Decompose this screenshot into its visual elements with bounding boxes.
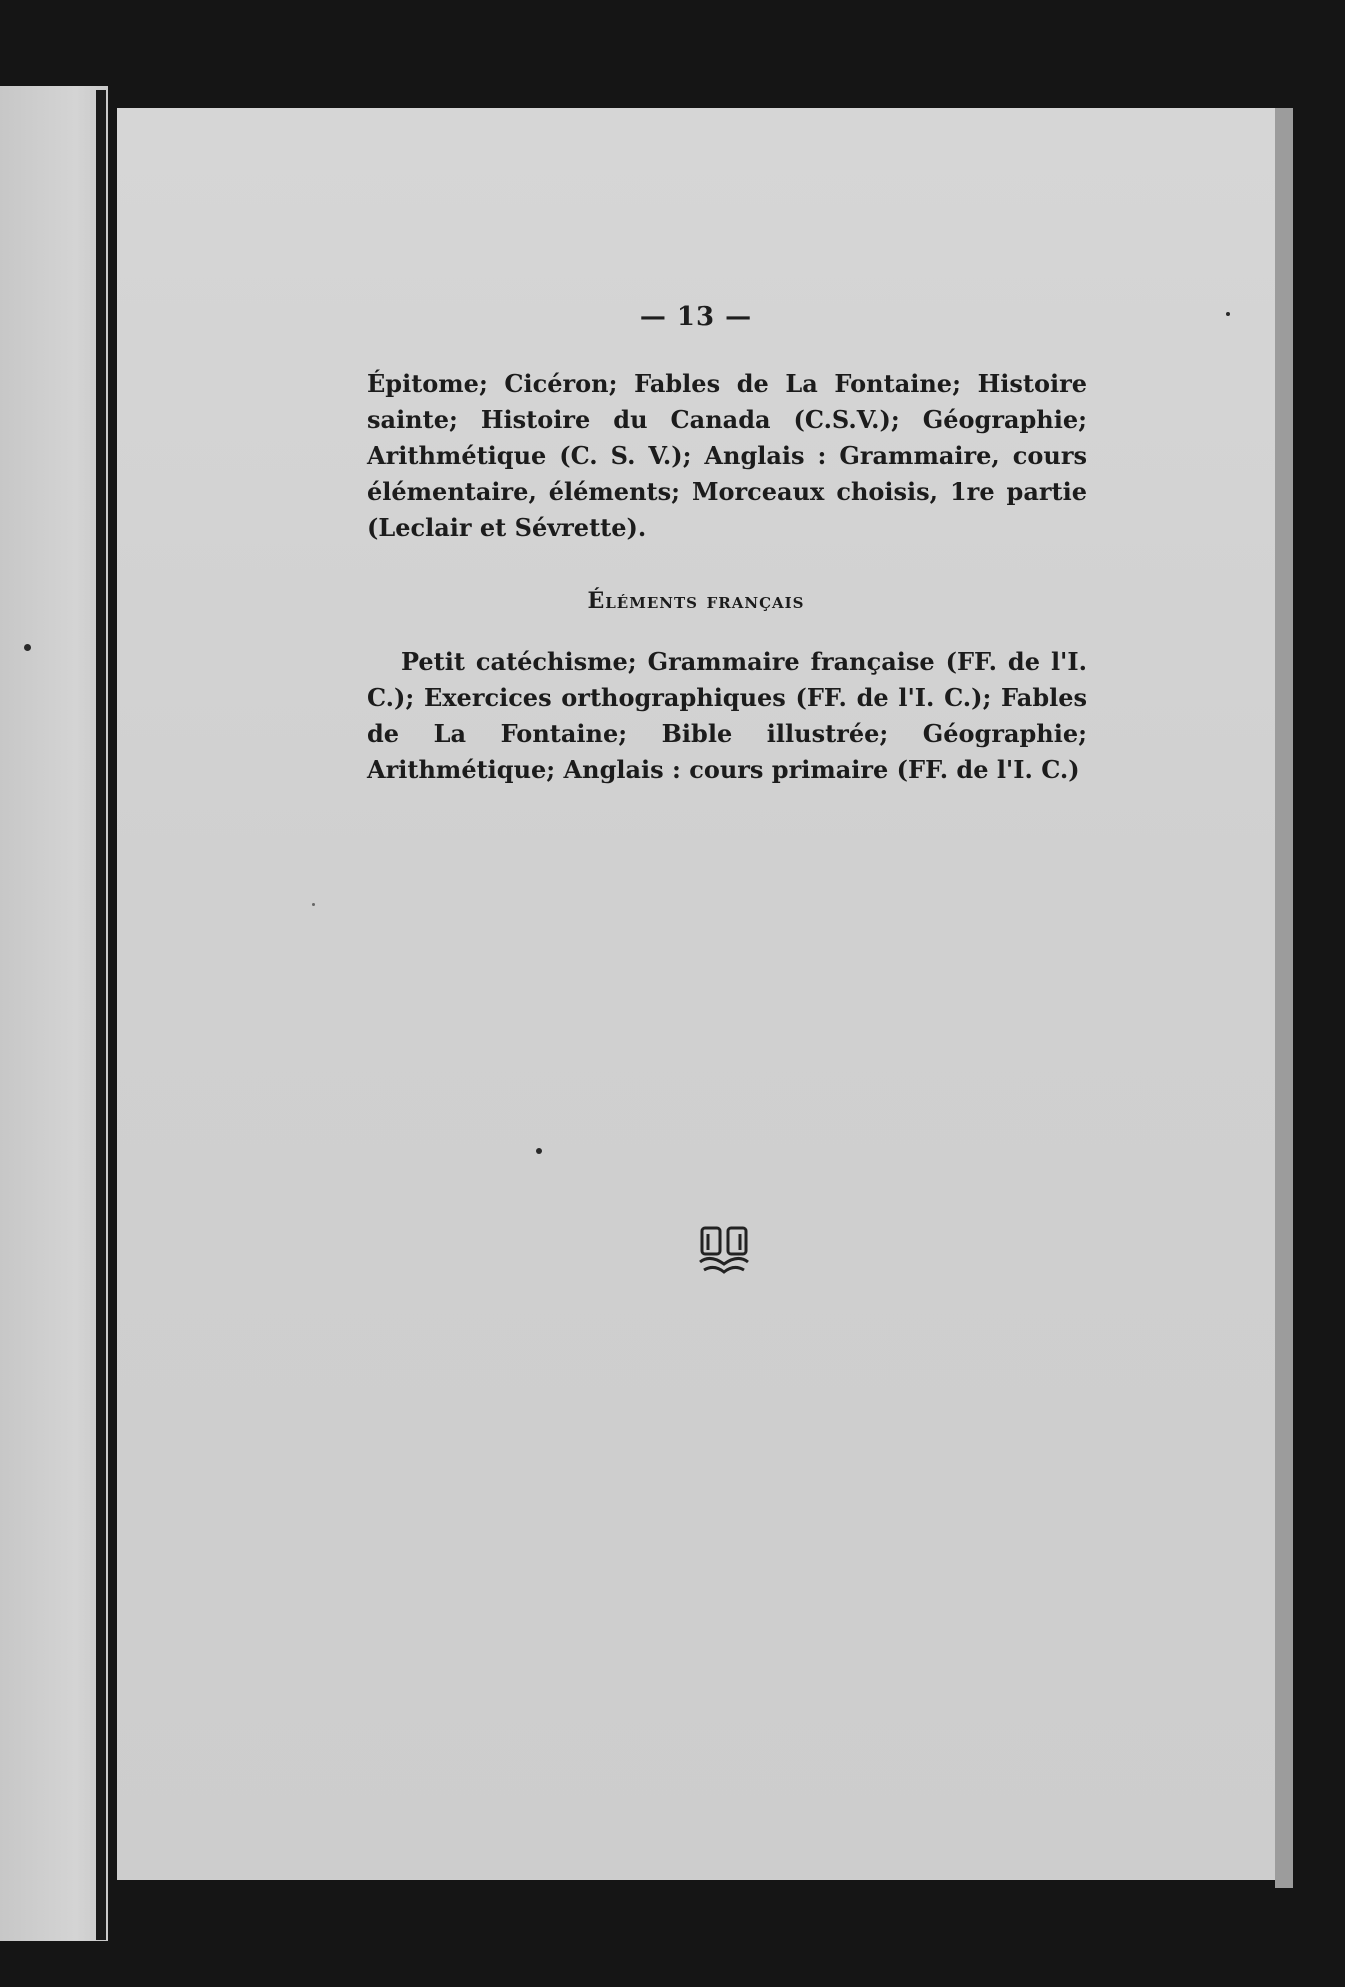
page-number: — 13 — <box>639 302 753 332</box>
printer-fleuron-icon <box>696 1224 752 1276</box>
dust-speck <box>312 903 315 906</box>
dust-speck <box>24 644 31 651</box>
right-page-edge <box>1275 108 1293 1888</box>
dust-speck <box>1226 312 1230 316</box>
left-page-edge <box>0 86 108 1941</box>
page-gutter <box>96 90 106 1940</box>
continuation-paragraph: Épitome; Cicéron; Fables de La Fontaine; Histoire sainte; Histoire du Canada (C.S.V.); Géographie; Arithmétique (C. S. V.); Anglais : Grammaire, cours élémentaire, éléments; Morceaux choisis, 1re partie (Leclair et Sévrette). <box>367 369 1087 542</box>
section-heading: Éléments français <box>587 588 805 614</box>
dust-speck <box>536 1148 542 1154</box>
section-paragraph: Petit catéchisme; Grammaire française (FF. de l'I. C.); Exercices orthographiques (FF. de l'I. C.); Fables de La Fontaine; Bible illustrée; Géographie; Arithmétique; Anglais : cours primaire (FF. de l'I. C.) <box>367 647 1087 784</box>
